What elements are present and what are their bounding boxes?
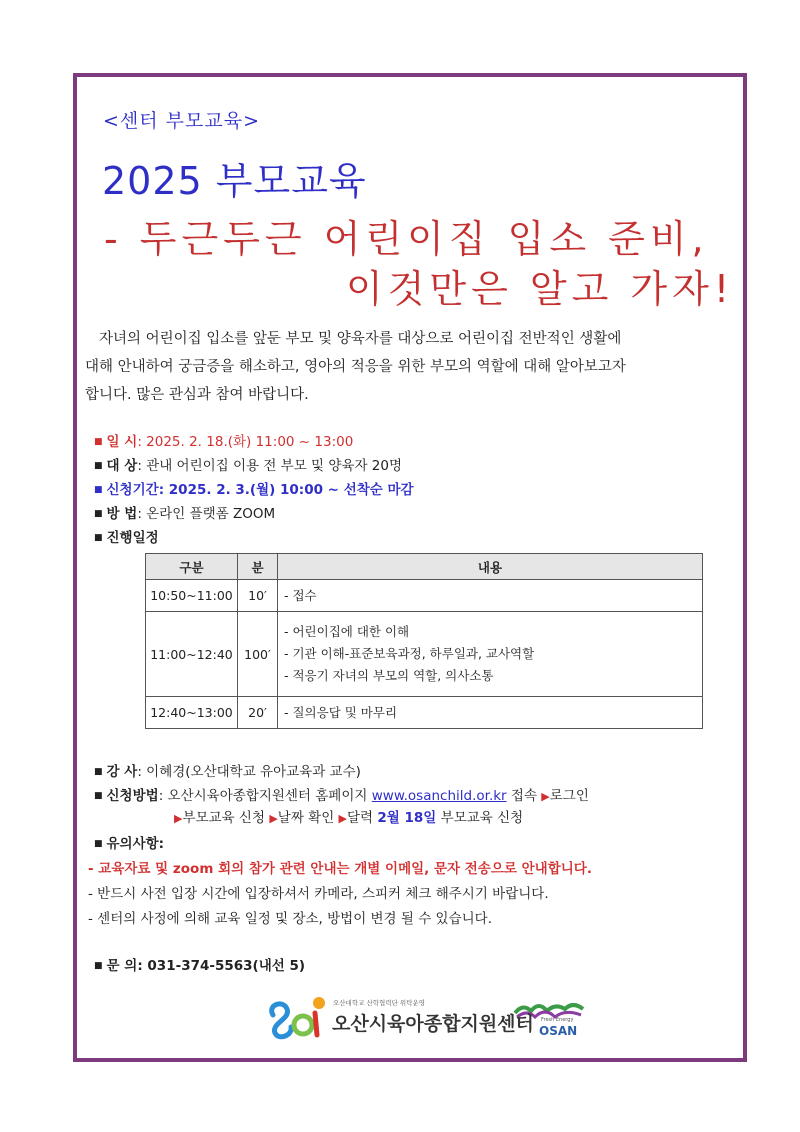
info-apply-steps [174, 806, 523, 826]
step-login: 로그인 [549, 788, 589, 804]
title-line-1: 2025 부모교육 [102, 159, 367, 203]
info-target [94, 454, 402, 474]
apply-method-after-url: 접속 [506, 788, 542, 804]
row-time: 10:50~11:00 [146, 580, 238, 612]
header-time: 구분 [146, 554, 238, 580]
step-apply: 부모교육 신청 [182, 810, 266, 826]
intro-line-1: 자녀의 어린이집 입소를 앞둔 부모 및 양육자를 대상으로 어린이집 전반적인 생활에 [99, 331, 622, 347]
contact-value: : 031-374-5563(내선 5) [137, 958, 306, 974]
note-line-1: - 교육자료 및 zoom 회의 참가 관련 안내는 개별 이메일, 문자 전송으로 안내합니다. [88, 861, 592, 877]
note-line-3: - 센터의 사정에 의해 교육 일정 및 장소, 방법이 변경 될 수 있습니다. [88, 911, 493, 927]
step-calendar-date: 2월 18일 [377, 810, 437, 826]
note-line-2: - 반드시 사전 입장 시간에 입장하셔서 카메라, 스피커 체크 해주시기 바랍니다. [88, 886, 549, 902]
info-date [94, 430, 353, 450]
contact-label: 문 의 [106, 958, 138, 974]
schedule-label: 진행일정 [106, 530, 159, 546]
bullet-icon: ■ [94, 791, 103, 801]
footer-org-small: 오산대학교 산학협력단 위탁운영 [333, 999, 426, 1007]
method-label: 방 법 [106, 506, 138, 522]
info-apply-period [94, 478, 414, 498]
header-content: 내용 [278, 554, 703, 580]
section-tag: <센터 부모교육> [103, 110, 261, 132]
row-item: - 질의응답 및 마무리 [284, 704, 398, 720]
info-schedule [94, 526, 159, 546]
bullet-icon: ■ [94, 437, 103, 447]
table-row [146, 697, 703, 729]
table-header-row [146, 554, 703, 580]
bullet-icon: ■ [94, 509, 103, 519]
title-line-3: 이것만은 알고 가자! [346, 267, 735, 311]
footer-org-name: 오산시육아종합지원센터 [332, 1013, 534, 1035]
row-content [278, 697, 703, 729]
title-line-2: - 두근두근 어린이집 입소 준비, [104, 217, 709, 261]
arrow-right-icon: ▶ [541, 790, 550, 803]
schedule-table [145, 553, 703, 729]
info-contact [94, 954, 305, 974]
info-notes [94, 832, 164, 852]
instructor-label: 강 사 [106, 764, 138, 780]
row-minutes: 10′ [238, 580, 278, 612]
target-label: 대 상 [106, 458, 138, 474]
target-value: : 관내 어린이집 이용 전 부모 및 양육자 20명 [137, 458, 403, 474]
apply-method-prefix: : 오산시육아종합지원센터 홈페이지 [158, 788, 372, 804]
row-item: - 적응기 자녀의 부모의 역할, 의사소통 [284, 668, 494, 683]
bullet-icon: ■ [94, 485, 103, 495]
footer-logos [265, 995, 595, 1045]
step-date: 날짜 확인 [277, 810, 335, 826]
info-method [94, 502, 275, 522]
bullet-icon: ■ [94, 461, 103, 471]
notes-label: 유의사항: [106, 836, 165, 852]
footer-city-name: OSAN [539, 1024, 578, 1038]
row-item: - 어린이집에 대한 이해 [284, 624, 410, 639]
info-instructor [94, 760, 361, 780]
instructor-value: : 이혜경(오산대학교 유아교육과 교수) [137, 764, 361, 780]
row-item: - 기관 이해-표준보육과정, 하루일과, 교사역할 [284, 646, 535, 661]
arrow-right-icon: ▶ [174, 812, 183, 825]
homepage-link[interactable]: www.osanchild.or.kr [371, 788, 507, 804]
apply-method-label: 신청방법 [106, 788, 159, 804]
date-label: 일 시 [106, 434, 138, 450]
intro-line-2: 대해 안내하여 궁금증을 해소하고, 영아의 적응을 위한 부모의 역할에 대해 알아보고자 [85, 359, 626, 375]
footer-city-small: Fresh Energy [541, 1017, 574, 1023]
step-calendar-suffix: 부모교육 신청 [436, 810, 524, 826]
table-row [146, 612, 703, 697]
step-calendar-prefix: 달력 [347, 810, 378, 826]
row-time: 12:40~13:00 [146, 697, 238, 729]
bullet-icon: ■ [94, 767, 103, 777]
method-value: : 온라인 플랫폼 ZOOM [137, 506, 276, 522]
bullet-icon: ■ [94, 839, 103, 849]
header-minutes: 분 [238, 554, 278, 580]
row-minutes: 20′ [238, 697, 278, 729]
row-content [278, 580, 703, 612]
apply-period-label: 신청기간 [106, 482, 159, 498]
intro-paragraph [85, 325, 735, 409]
arrow-right-icon: ▶ [338, 812, 348, 825]
apply-period-value: : 2025. 2. 3.(월) 10:00 ~ 선착순 마감 [158, 482, 414, 498]
row-time: 11:00~12:40 [146, 612, 238, 697]
bullet-icon: ■ [94, 533, 103, 543]
row-minutes: 100′ [238, 612, 278, 697]
table-row [146, 580, 703, 612]
row-item: - 접수 [284, 587, 317, 603]
bullet-icon: ■ [94, 961, 103, 971]
row-content [278, 612, 703, 697]
info-apply-method [94, 784, 589, 804]
date-value: : 2025. 2. 18.(화) 11:00 ~ 13:00 [137, 434, 354, 450]
intro-line-3: 합니다. 많은 관심과 참여 바랍니다. [85, 387, 309, 403]
arrow-right-icon: ▶ [269, 812, 278, 825]
